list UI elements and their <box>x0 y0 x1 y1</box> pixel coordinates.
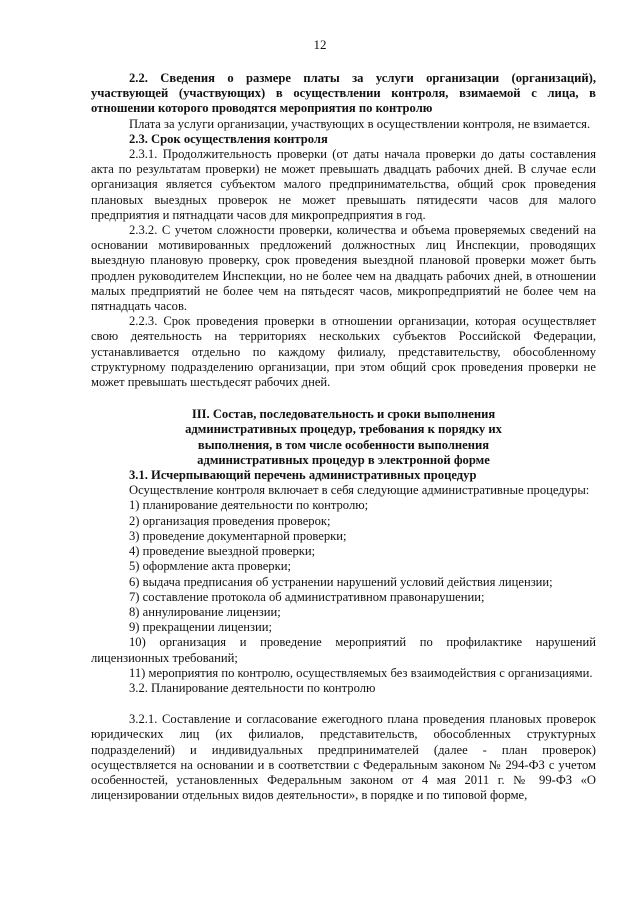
list-item: 11) мероприятия по контролю, осуществляемых без взаимодействия с организациями. <box>129 665 593 680</box>
section-3-title-line: выполнения, в том числе особенности выполнения <box>197 437 490 452</box>
list-item: 9) прекращении лицензии; <box>129 620 272 635</box>
section-2-2-text: Плата за услуги организации, участвующих в осуществлении контроля, не взимается. <box>129 116 591 131</box>
list-item: 6) выдача предписания об устранении нарушений условий действия лицензии; <box>129 574 553 589</box>
list-item: 3) проведение документарной проверки; <box>129 528 347 543</box>
section-2-2-heading: 2.2. Сведения о размере платы за услуги организации (организаций), участвующей (участвующих) в осуществлении контроля, взимаемой с лица, в отношении которого проводятся мероприятия по контролю <box>91 71 596 116</box>
list-item: 5) оформление акта проверки; <box>129 559 291 574</box>
list-item: 8) аннулирование лицензии; <box>129 604 281 619</box>
list-item: 2) организация проведения проверок; <box>129 513 331 528</box>
list-item: 1) планирование деятельности по контролю; <box>129 498 369 513</box>
section-3-title-line: административных процедур в электронной форме <box>197 452 490 467</box>
list-item: 10) организация и проведение мероприятий по профилактике нарушений лицензионных требований; <box>91 635 596 665</box>
list-item: 4) проведение выездной проверки; <box>129 544 316 559</box>
subsection-3-1-heading: 3.1. Исчерпывающий перечень административных процедур <box>129 468 477 483</box>
page-number: 12 <box>313 37 327 52</box>
section-3-title-line: III. Состав, последовательность и сроки выполнения <box>191 407 496 422</box>
procedures-intro: Осуществление контроля включает в себя следующие административные процедуры: <box>129 483 590 498</box>
paragraph-2-3-2: 2.3.2. С учетом сложности проверки, количества и объема проверяемых сведений на основании мотивированных предложений должностных лиц Инспекции, проводящих выездную плановую проверку, срок проведения выездной плановой проверки может быть продлен руководителем Инспекции, но не более чем на двадцать рабочих дней, в отношении малых предприятий не более чем на пятьдесят часов, микропредприятий не более чем на пятнадцать часов. <box>91 223 596 314</box>
section-2-3-heading: 2.3. Срок осуществления контроля <box>129 131 328 146</box>
paragraph-2-2-3: 2.2.3. Срок проведения проверки в отношении организации, которая осуществляет свою деятельность на территориях нескольких субъектов Российской Федерации, устанавливается отдельно по каждому филиалу, представительству, обособленному структурному подразделению организации, при этом общий срок проведения проверки не может превышать шестьдесят рабочих дней. <box>91 314 596 390</box>
list-item: 7) составление протокола об административном правонарушении; <box>129 589 485 604</box>
document-body <box>91 71 596 803</box>
paragraph-2-3-1: 2.3.1. Продолжительность проверки (от даты начала проверки до даты составления акта по результатам проверки) не может превышать двадцать рабочих дней. В случае если организация является субъектом малого предпринимательства, общий срок проведения плановых выездных проверок не может превышать пятидесяти часов для малого предприятия и пятнадцати часов для микропредприятия в год. <box>91 147 596 222</box>
subsection-3-2-heading: 3.2. Планирование деятельности по контролю <box>129 680 376 695</box>
procedures-list <box>91 498 596 680</box>
section-3-title <box>91 407 596 468</box>
paragraph-3-2-1: 3.2.1. Составление и согласование ежегодного плана проведения плановых проверок юридических лиц (их филиалов, представительств, обособленных структурных подразделений) и индивидуальных предпринимателей (далее - план проверок) осуществляется на основании и в соответствии с Федеральным законом № 294-ФЗ с учетом особенностей, установленных Федеральным законом от 4 мая 2011 г. № 99-ФЗ «О лицензировании отдельных видов деятельности», в порядке и по типовой форме, <box>91 712 596 803</box>
section-3-title-line: административных процедур, требования к порядку их <box>185 422 502 437</box>
